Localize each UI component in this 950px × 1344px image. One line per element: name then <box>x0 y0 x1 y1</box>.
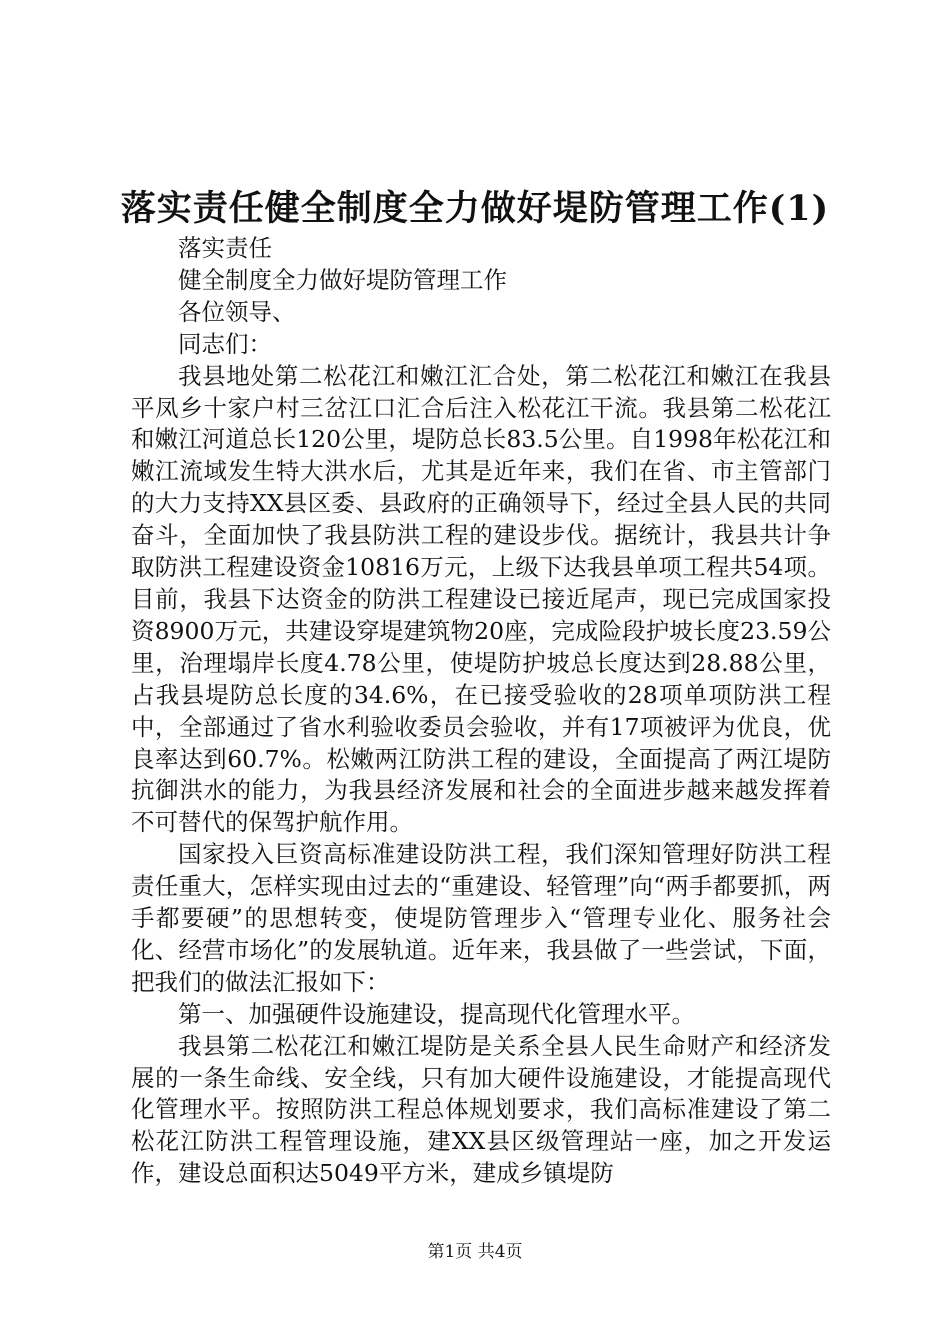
paragraph-heading-2: 健全制度全力做好堤防管理工作 <box>178 265 507 294</box>
paragraph-salutation-1: 各位领导、 <box>178 297 296 326</box>
document-body <box>131 233 831 1190</box>
paragraph-body: 我县地处第二松花江和嫩江汇合处，第二松花江和嫩江在我县平凤乡十家户村三岔江口汇合后注入松花江干流。我县第二松花江和嫩江河道总长120公里，堤防总长83.5公里。自1998年松花江和嫩江流域发生特大洪水后，尤其是近年来，我们在省、市主管部门的大力支持XX县区委、县政府的正确领导下，经过全县人民的共同奋斗，全面加快了我县防洪工程的建设步伐。据统计，我县共计争取防洪工程建设资金10816万元，上级下达我县单项工程共54项。目前，我县下达资金的防洪工程建设已接近尾声，现已完成国家投资8900万元，共建设穿堤建筑物20座，完成险段护坡长度23.59公里，治理塌岸长度4.78公里，使堤防护坡总长度达到28.88公里，占我县堤防总长度的34.6%，在已接受验收的28项单项防洪工程中，全部通过了省水利验收委员会验收，并有17项被评为优良，优良率达到60.7%。松嫩两江防洪工程的建设，全面提高了两江堤防抗御洪水的能力，为我县经济发展和社会的全面进步越来越发挥着不可替代的保驾护航作用。 <box>131 361 831 837</box>
paragraph-heading-1: 落实责任 <box>178 234 272 262</box>
page-footer: 第1页 共4页 <box>427 1242 523 1262</box>
document-title: 落实责任健全制度全力做好堤防管理工作(1) <box>120 188 830 229</box>
paragraph-body: 我县第二松花江和嫩江堤防是关系全县人民生命财产和经济发展的一条生命线、安全线，只有加大硬件设施建设，才能提高现代化管理水平。按照防洪工程总体规划要求，我们高标准建设了第二松花江防洪工程管理设施，建XX县区级管理站一座，加之开发运作，建设总面积达5049平方米，建成乡镇堤防 <box>131 1031 831 1188</box>
paragraph-section-heading: 第一、加强硬件设施建设，提高现代化管理水平。 <box>178 999 695 1028</box>
paragraph-body: 国家投入巨资高标准建设防洪工程，我们深知管理好防洪工程责任重大，怎样实现由过去的“重建设、轻管理”向“两手都要抓，两手都要硬”的思想转变，使堤防管理步入“管理专业化、服务社会化、经营市场化”的发展轨道。近年来，我县做了一些尝试，下面，把我们的做法汇报如下： <box>131 840 831 996</box>
paragraph-salutation-2: 同志们： <box>178 329 272 358</box>
